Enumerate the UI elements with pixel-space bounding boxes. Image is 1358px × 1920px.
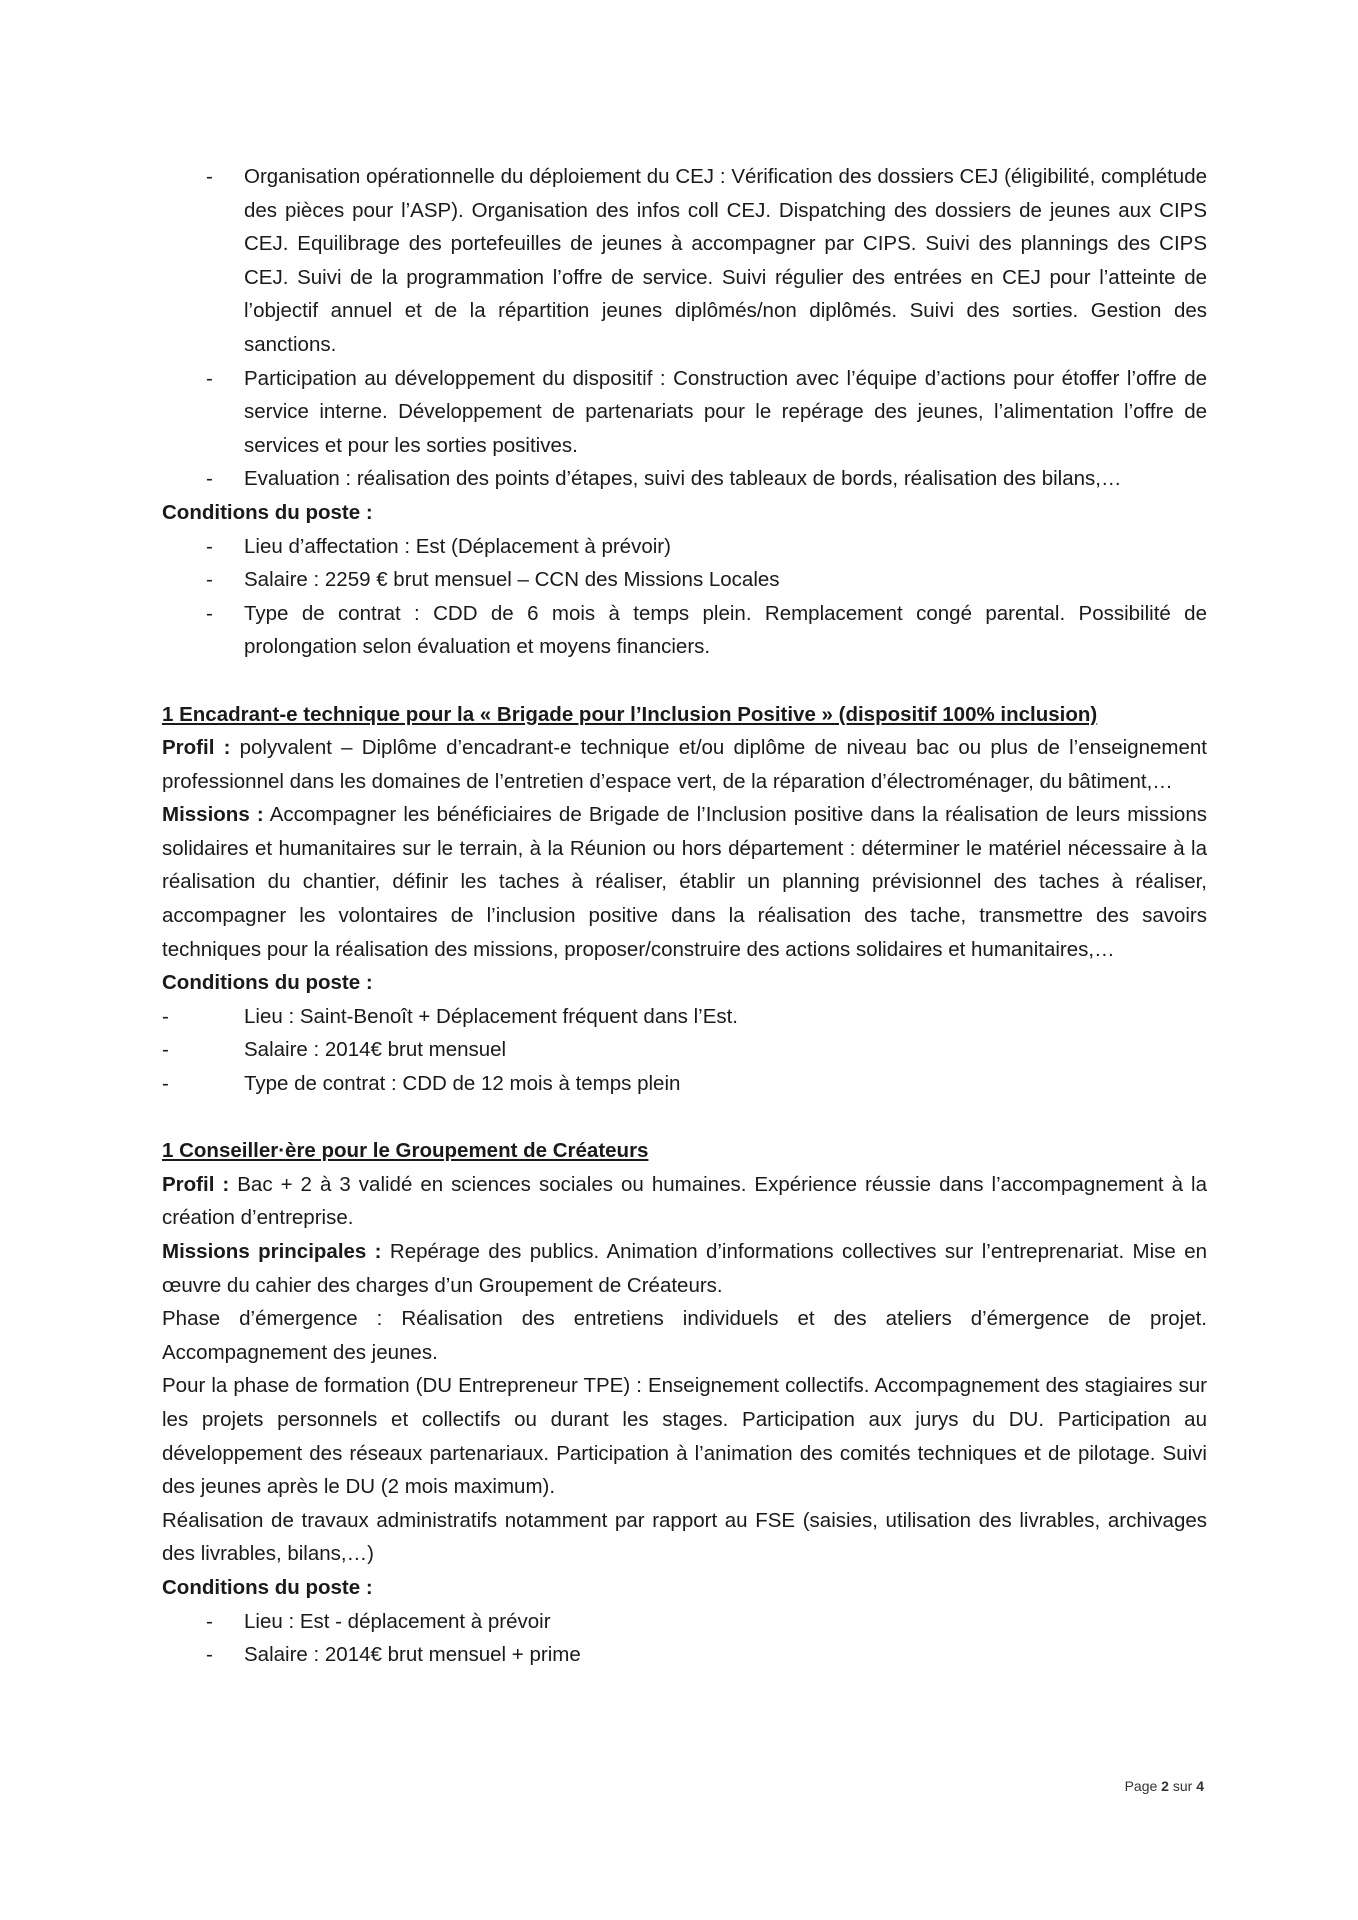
bullet-dash: - xyxy=(162,1004,169,1028)
bullet-text: Participation au développement du dispositif : Construction avec l’équipe d’actions pour étoffer l’offre de service interne. Développement de partenariats pour le repérage des jeunes, l’alimentation l’offre de services et pour les sorties positives. xyxy=(244,366,1207,457)
page-current: 2 xyxy=(1161,1778,1169,1794)
list-item xyxy=(162,1033,1207,1067)
profil-paragraph xyxy=(162,1168,1207,1235)
page-total: 4 xyxy=(1196,1778,1204,1794)
bullet-dash: - xyxy=(206,165,213,188)
list-item xyxy=(162,1067,1207,1101)
profil-text: polyvalent – Diplôme d’encadrant-e technique et/ou diplôme de niveau bac ou plus de l’enseignement professionnel dans les domaines de l’entretien d’espace vert, de la réparation d’électroménager, du bâtiment,… xyxy=(162,736,1207,793)
bullet-dash: - xyxy=(206,568,213,592)
page-number xyxy=(1125,1778,1204,1794)
list-item xyxy=(162,362,1207,463)
bullet-text: Lieu : Saint-Benoît + Déplacement fréquent dans l’Est. xyxy=(244,1004,739,1028)
bullet-text: Organisation opérationnelle du déploiement du CEJ : Vérification des dossiers CEJ (éligibilité, complétude des pièces pour l’ASP). Organisation des infos coll CEJ. Dispatching des dossiers de jeunes aux CIPS CEJ. Equilibrage des portefeuilles de jeunes à accompagner par CIPS. Suivi des plannings des CIPS CEJ. Suivi de la programmation l’offre de service. Suivi régulier des entrées en CEJ pour l’atteinte de l’objectif annuel et de la répartition jeunes diplômés/non diplômés. Suivi des sorties. Gestion des sanctions. xyxy=(244,165,1207,356)
list-item xyxy=(162,1605,1207,1639)
missions-label: Missions principales : xyxy=(162,1240,382,1263)
section-title: 1 Conseiller·ère pour le Groupement de Créateurs xyxy=(162,1139,649,1163)
conditions-heading: Conditions du poste : xyxy=(162,1575,373,1599)
list-item xyxy=(162,1000,1207,1034)
missions-paragraph xyxy=(162,1235,1207,1302)
bullet-dash: - xyxy=(162,1038,169,1062)
bullet-text: Salaire : 2014€ brut mensuel xyxy=(244,1038,507,1062)
formation-paragraph: Pour la phase de formation (DU Entrepreneur TPE) : Enseignement collectifs. Accompagnement des stagiaires sur les projets personnels et collectifs ou durant les stages. Participation aux jurys du DU. Participation au développement des réseaux partenariaux. Participation à l’animation des comités techniques et de pilotage. Suivi des jeunes après le DU (2 mois maximum). xyxy=(162,1374,1207,1499)
missions-paragraph xyxy=(162,798,1207,966)
conditions-heading: Conditions du poste : xyxy=(162,971,373,995)
bullet-text: Lieu d’affectation : Est (Déplacement à prévoir) xyxy=(244,534,671,558)
profil-paragraph xyxy=(162,731,1207,798)
bullet-dash: - xyxy=(206,366,213,390)
list-item xyxy=(162,563,1207,597)
list-item xyxy=(162,597,1207,664)
page-prefix: Page xyxy=(1124,1778,1162,1794)
list-item xyxy=(162,530,1207,564)
bullet-text: Type de contrat : CDD de 6 mois à temps plein. Remplacement congé parental. Possibilité de prolongation selon évaluation et moyens financiers. xyxy=(244,601,1207,659)
profil-label: Profil : xyxy=(162,1172,230,1196)
profil-text: Bac + 2 à 3 validé en sciences sociales ou humaines. Expérience réussie dans l’accompagnement à la création d’entreprise. xyxy=(162,1172,1207,1230)
list-item xyxy=(162,1638,1207,1672)
missions-text: Repérage des publics. Animation d’informations collectives sur l’entreprenariat. Mise en œuvre du cahier des charges d’un Groupement de Créateurs. xyxy=(162,1240,1207,1297)
admin-paragraph: Réalisation de travaux administratifs notamment par rapport au FSE (saisies, utilisation des livrables, archivages des livrables, bilans,…) xyxy=(162,1508,1207,1566)
bullet-dash: - xyxy=(206,1643,213,1667)
bullet-text: Lieu : Est - déplacement à prévoir xyxy=(244,1609,551,1633)
missions-text: Accompagner les bénéficiaires de Brigade de l’Inclusion positive dans la réalisation de leurs missions solidaires et humanitaires sur le terrain, à la Réunion ou hors département : déterminer le matériel nécessaire à la réalisation du chantier, définir les taches à réaliser, établir un planning prévisionnel des taches à réaliser, accompagner les volontaires de l’inclusion positive dans la réalisation des tache, transmettre des savoirs techniques pour la réalisation des missions, proposer/construire des actions solidaires et humanitaires,… xyxy=(162,803,1207,961)
page-mid: sur xyxy=(1168,1778,1197,1794)
bullet-text: Type de contrat : CDD de 12 mois à temps plein xyxy=(244,1072,681,1096)
bullet-dash: - xyxy=(206,1609,213,1633)
section-title: 1 Encadrant-e technique pour la « Brigade pour l’Inclusion Positive » (dispositif 100% inclusion) xyxy=(162,702,1098,726)
missions-label: Missions : xyxy=(162,803,264,827)
profil-label: Profil : xyxy=(162,736,231,760)
list-item xyxy=(162,462,1207,496)
bullet-text: Salaire : 2014€ brut mensuel + prime xyxy=(244,1643,581,1667)
list-item xyxy=(162,160,1207,362)
emergence-paragraph: Phase d’émergence : Réalisation des entretiens individuels et des ateliers d’émergence de projet. Accompagnement des jeunes. xyxy=(162,1307,1207,1364)
page-content xyxy=(162,160,1207,1672)
bullet-dash: - xyxy=(162,1072,169,1096)
bullet-text: Evaluation : réalisation des points d’étapes, suivi des tableaux de bords, réalisation des bilans,… xyxy=(244,467,1122,491)
bullet-dash: - xyxy=(206,534,213,558)
bullet-text: Salaire : 2259 € brut mensuel – CCN des Missions Locales xyxy=(244,568,780,592)
bullet-dash: - xyxy=(206,601,213,625)
bullet-dash: - xyxy=(206,467,213,491)
conditions-heading: Conditions du poste : xyxy=(162,500,373,524)
